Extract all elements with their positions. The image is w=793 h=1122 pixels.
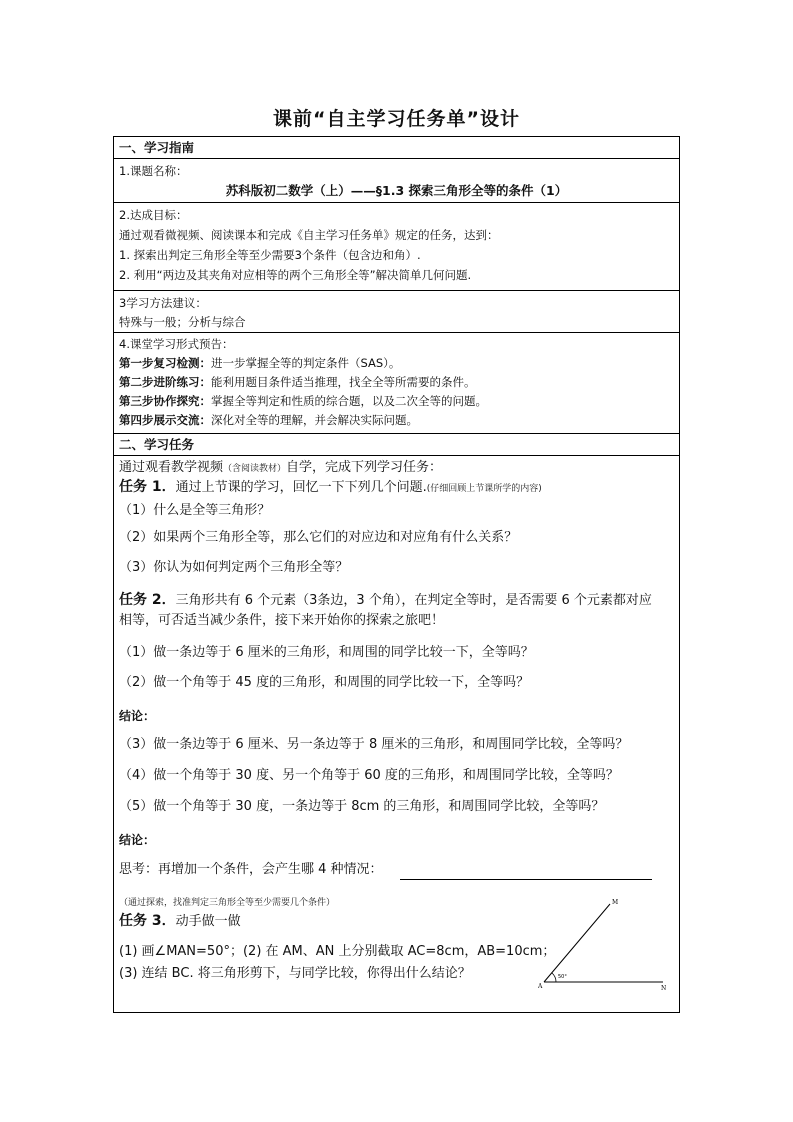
page-title: 课前“自主学习任务单”设计 [273, 108, 520, 130]
task1-question-3: （3）你认为如何判定两个三角形全等？ [119, 560, 349, 575]
section1-header-row [114, 137, 679, 158]
think-question: 思考：再增加一个条件，会产生哪 4 种情况： [119, 862, 383, 877]
section2-body [114, 455, 679, 1012]
goal-item-2: 2. 利用“两边及其夹角对应相等的两个三角形全等”解决简单几何问题. [119, 268, 472, 282]
task1-question-1: （1）什么是全等三角形？ [119, 503, 271, 518]
goal-item-1: 1. 探索出判定三角形全等至少需要3个条件（包含边和角）. [119, 248, 421, 262]
step-3-name: 第三步协作探究： [119, 394, 211, 408]
goals-row [114, 202, 679, 290]
section2-header-row [114, 433, 679, 455]
method-label: 3学习方法建议： [119, 296, 207, 310]
form-row [114, 332, 679, 433]
explore-note: （通过探索，找准判定三角形全等至少需要几个条件） [119, 898, 336, 908]
task1-question-2: （2）如果两个三角形全等，那么它们的对应边和对应角有什么关系？ [119, 530, 518, 545]
task2-label: 任务 2． [119, 592, 176, 608]
label-a: A [538, 983, 543, 990]
conclusion-2: 结论： [119, 833, 156, 847]
label-m: M [612, 899, 619, 906]
goal-label: 2.达成目标： [119, 208, 188, 222]
task2-line-2: 相等，可否适当减少条件，接下来开始你的探索之旅吧！ [119, 613, 445, 628]
step-2-name: 第二步进阶练习： [119, 375, 211, 389]
step-4 [119, 412, 418, 428]
task-intro-main: 通过观看教学视频 [119, 460, 224, 475]
step-1 [119, 355, 400, 371]
task1-label: 任务 1． [119, 479, 176, 495]
task3-step-1: (1) 画∠MAN=50°；(2) 在 AM、AN 上分别截取 AC=8cm，AB=10cm； [119, 944, 556, 959]
label-angle: 50° [558, 974, 567, 980]
label-n: N [661, 985, 667, 992]
task-intro [119, 460, 442, 477]
section1-header: 一、学习指南 [119, 140, 195, 155]
task1-text: 通过上节课的学习，回忆一下下列几个问题. [175, 480, 427, 495]
section2-header: 二、学习任务 [119, 437, 195, 452]
angle-arc [552, 973, 556, 982]
conclusion-1: 结论： [119, 709, 156, 723]
ray-am [544, 904, 610, 982]
task2-line-1 [119, 592, 652, 609]
task-sheet-table [113, 136, 680, 1013]
task3-text: 动手做一做 [175, 914, 241, 929]
step-4-name: 第四步展示交流： [119, 413, 211, 427]
task-intro-note: （含阅读教材） [223, 464, 287, 474]
task1-line [119, 479, 542, 497]
task2-question-3: （3）做一条边等于 6 厘米、另一条边等于 8 厘米的三角形，和周围同学比较，全等吗？ [119, 737, 629, 752]
topic-label: 1.课题名称： [119, 164, 188, 178]
task2-question-5: （5）做一个角等于 30 度，一条边等于 8cm 的三角形，和周围同学比较，全等吗？ [119, 799, 605, 814]
task2-question-2: （2）做一个角等于 45 度的三角形，和周围的同学比较一下，全等吗？ [119, 675, 530, 690]
step-1-name: 第一步复习检测： [119, 356, 211, 370]
topic-value: 苏科版初二数学（上）——§1.3 探索三角形全等的条件（1） [225, 183, 568, 198]
goal-intro: 通过观看微视频、阅读课本和完成《自主学习任务单》规定的任务，达到： [119, 228, 499, 242]
angle-figure [538, 896, 673, 996]
step-2-text: 能利用题目条件适当推理，找全全等所需要的条件。 [211, 375, 476, 389]
task3-label: 任务 3． [119, 913, 176, 929]
task2-question-4: （4）做一个角等于 30 度、另一个角等于 60 度的三角形，和周围同学比较，全等吗？ [119, 768, 619, 783]
task1-note: (仔细回顾上节课所学的内容) [426, 484, 542, 494]
method-value: 特殊与一般；分析与综合 [119, 315, 246, 329]
step-4-text: 深化对全等的理解，并会解决实际问题。 [211, 413, 418, 427]
form-label: 4.课堂学习形式预告： [119, 337, 234, 351]
task2-question-1: （1）做一条边等于 6 厘米的三角形，和周围的同学比较一下，全等吗？ [119, 645, 534, 660]
topic-row [114, 158, 679, 202]
answer-blank-line[interactable] [400, 879, 652, 880]
step-2 [119, 374, 476, 390]
task2-text-1: 三角形共有 6 个元素（3条边，3 个角），在判定全等时，是否需要 6 个元素都对应 [175, 593, 652, 608]
method-row [114, 290, 679, 332]
step-3-text: 掌握全等判定和性质的综合题，以及二次全等的问题。 [211, 394, 487, 408]
step-3 [119, 393, 487, 409]
task3-line [119, 913, 241, 930]
task3-step-2: (3) 连结 BC. 将三角形剪下，与同学比较，你得出什么结论？ [119, 966, 471, 981]
step-1-text: 进一步掌握全等的判定条件（SAS）。 [211, 356, 401, 370]
task-intro-tail: 自学，完成下列学习任务： [286, 460, 443, 475]
